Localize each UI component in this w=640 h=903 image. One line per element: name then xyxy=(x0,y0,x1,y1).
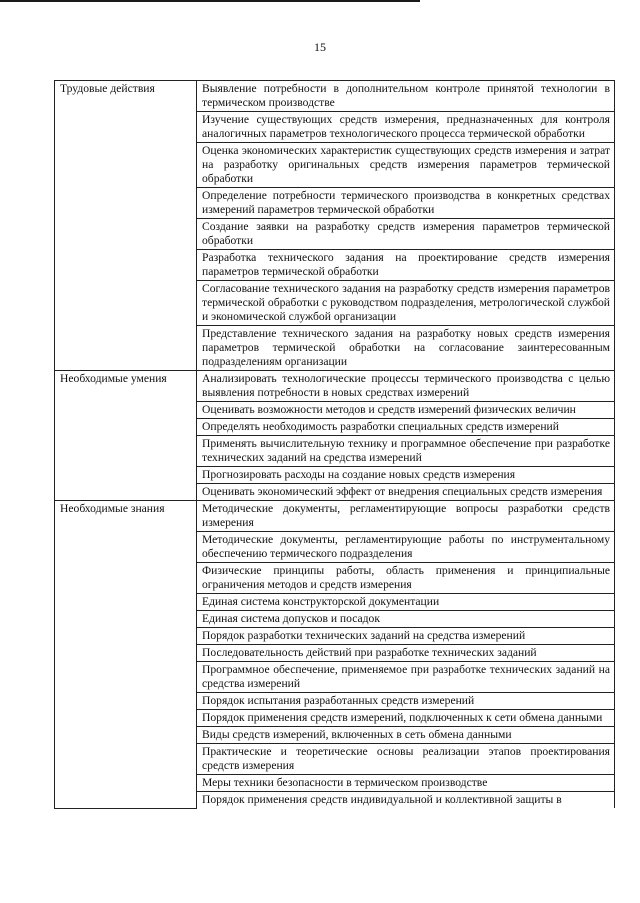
requirement-item: Определять необходимость разработки специальных средств измерений xyxy=(197,419,615,436)
requirement-item: Выявление потребности в дополнительном контроле принятой технологии в термическом производстве xyxy=(197,81,615,112)
requirement-item: Изучение существующих средств измерения, предназначенных для контроля аналогичных параметров технологического процесса термической обработки xyxy=(197,112,615,143)
requirement-item: Оценка экономических характеристик существующих средств измерения и затрат на разработку оригинальных средств измерения параметров термической обработки xyxy=(197,143,615,188)
section-label-required-skills: Необходимые умения xyxy=(55,371,197,501)
requirement-item: Единая система конструкторской документации xyxy=(197,594,615,611)
requirement-item: Порядок применения средств индивидуальной и коллективной защиты в xyxy=(197,792,615,809)
table-row xyxy=(55,501,615,532)
requirement-item: Физические принципы работы, область применения и принципиальные ограничения методов и средств измерения xyxy=(197,563,615,594)
requirement-item: Разработка технического задания на проектирование средств измерения параметров термической обработки xyxy=(197,250,615,281)
requirement-item: Практические и теоретические основы реализации этапов проектирования средств измерения xyxy=(197,744,615,775)
requirement-item: Меры техники безопасности в термическом производстве xyxy=(197,775,615,792)
requirement-item: Представление технического задания на разработку новых средств измерения параметров термической обработки на согласование заинтересованным подразделениям организации xyxy=(197,326,615,371)
requirement-item: Порядок применения средств измерений, подключенных к сети обмена данными xyxy=(197,710,615,727)
requirement-item: Последовательность действий при разработке технических заданий xyxy=(197,645,615,662)
requirement-item: Определение потребности термического производства в конкретных средствах измерений параметров термической обработки xyxy=(197,188,615,219)
section-label-required-knowledge: Необходимые знания xyxy=(55,501,197,809)
requirement-item: Применять вычислительную технику и программное обеспечение при разработке технических заданий на средства измерений xyxy=(197,436,615,467)
requirement-item: Создание заявки на разработку средств измерения параметров термической обработки xyxy=(197,219,615,250)
section-label-labor-actions: Трудовые действия xyxy=(55,81,197,371)
requirement-item: Единая система допусков и посадок xyxy=(197,611,615,628)
requirement-item: Методические документы, регламентирующие вопросы разработки средств измерения xyxy=(197,501,615,532)
table-row xyxy=(55,81,615,112)
top-rule xyxy=(0,0,420,2)
requirements-table xyxy=(54,80,615,809)
requirement-item: Анализировать технологические процессы термического производства с целью выявления потребности в новых средствах измерений xyxy=(197,371,615,402)
requirement-item: Согласование технического задания на разработку средств измерения параметров термической обработки с руководством подразделения, метрологической службой и экономической службой организации xyxy=(197,281,615,326)
requirement-item: Порядок испытания разработанных средств измерений xyxy=(197,693,615,710)
table-row xyxy=(55,371,615,402)
requirements-table-body xyxy=(55,81,615,809)
requirement-item: Порядок разработки технических заданий на средства измерений xyxy=(197,628,615,645)
requirement-item: Оценивать экономический эффект от внедрения специальных средств измерения xyxy=(197,484,615,501)
requirement-item: Программное обеспечение, применяемое при разработке технических заданий на средства измерений xyxy=(197,662,615,693)
requirement-item: Прогнозировать расходы на создание новых средств измерения xyxy=(197,467,615,484)
page-number: 15 xyxy=(314,40,326,54)
requirement-item: Оценивать возможности методов и средств измерений физических величин xyxy=(197,402,615,419)
requirement-item: Виды средств измерений, включенных в сеть обмена данными xyxy=(197,727,615,744)
requirement-item: Методические документы, регламентирующие работы по инструментальному обеспечению термического подразделения xyxy=(197,532,615,563)
